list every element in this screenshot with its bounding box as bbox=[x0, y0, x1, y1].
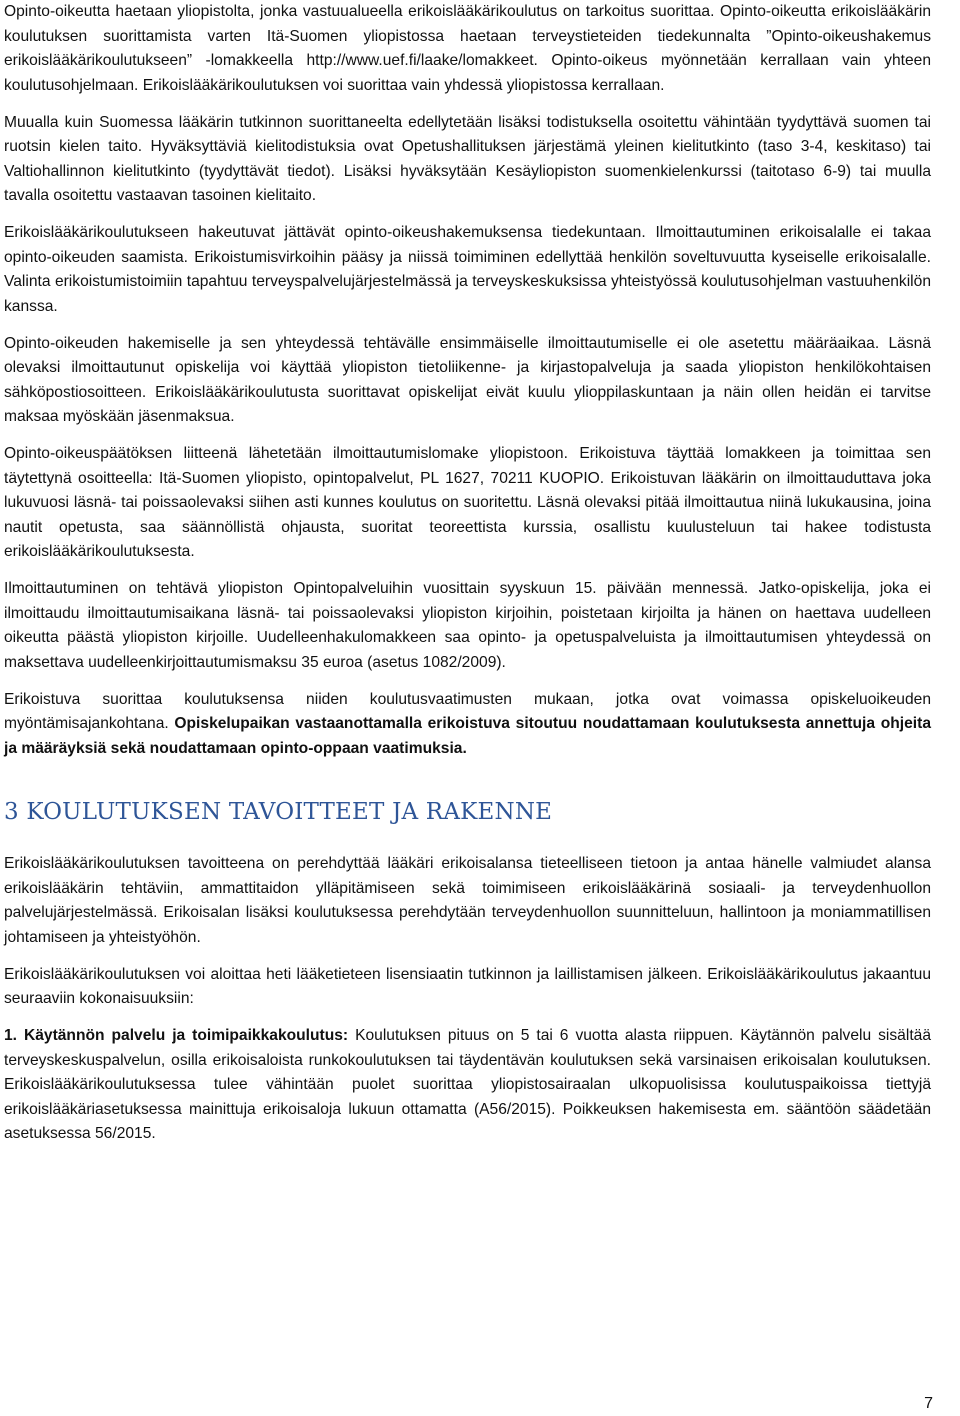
paragraph-structure: Erikoislääkärikoulutuksen voi aloittaa heti lääketieteen lisensiaatin tutkinnon ja laillistamisen jälkeen. Erikoislääkärikoulutus jakaantuu seuraaviin kokonaisuuksiin: bbox=[4, 965, 931, 1007]
obligation-bold-text: Opiskelupaikan vastaanottamalla erikoistuva sitoutuu noudattamaan koulutuksesta annettuja ohjeita ja määräyksiä sekä noudattamaan opinto-oppaan vaatimuksia. bbox=[4, 715, 931, 757]
obligation-text: Erikoistuva suorittaa koulutuksensa niiden koulutusvaatimusten mukaan, jotka ovat voimassa opiskeluoikeuden myöntämisajankohtana. bbox=[4, 690, 931, 732]
paragraph-applicants: Erikoislääkärikoulutukseen hakeutuvat jättävät opinto-oikeushakemuksensa tiedekuntaan. Ilmoittautuminen erikoisalalle ei takaa opinto-oikeuden saamista. Erikoistumisvirkoihin pääsy ja niissä toimiminen edellyttää henkilön soveltuvuutta kyseiselle erikoisalalle. Valinta erikoistumistoimiin tapahtuu terveyspalvelujärjestelmässä ja terveyskeskuksissa yhteistyössä koulutusohjelman vastuuhenkilön kanssa. bbox=[4, 224, 931, 315]
paragraph-registration-deadline: Opinto-oikeuden hakemiselle ja sen yhteydessä tehtävälle ensimmäiselle ilmoittautumiselle ei ole asetettu määräaikaa. Läsnä olevaksi ilmoittautunut opiskelija voi käyttää yliopiston tietoliikenne- ja kirjastopalveluja ja saada yliopiston henkilökohtaisen sähköpostiosoitteen. Erikoislääkärikoulutusta suorittavat opiskelijat eivät kuulu ylioppilaskuntaan ja näin ollen heidän ei tarvitse maksaa myöskään jäsenmaksua. bbox=[4, 334, 931, 425]
paragraph-yearly-registration: Ilmoittautuminen on tehtävä yliopiston Opintopalveluihin vuosittain syyskuun 15. päivään mennessä. Jatko-opiskelija, joka ei ilmoittaudu ilmoittautumisaikana läsnä- tai poissaolevaksi yliopiston kirjoihin, poistetaan kirjoilta ja hänen on haettava uudelleen oikeutta päästä yliopiston kirjoille. Uudelleenhakulomakkeen saa opinto- ja opetuspalveluista ja ilmoittautumisen yhteydessä on maksettava uudelleenkirjoittautumismaksu 35 euroa (asetus 1082/2009). bbox=[4, 580, 931, 671]
list-item-1 bbox=[4, 1024, 931, 1147]
page-number: 7 bbox=[924, 1395, 933, 1412]
paragraph-application: Opinto-oikeutta haetaan yliopistolta, jonka vastuualueella erikoislääkärikoulutus on tarkoitus suorittaa. Opinto-oikeutta erikoislääkärin koulutuksen suorittamista varten Itä-Suomen yliopistossa haetaan terveystieteiden tiedekunnalta ”Opinto-oikeushakemus erikoislääkärikoulutukseen” -lomakkeella http://www.uef.fi/laake/lomakkeet. Opinto-oikeus myönnetään kerrallaan vain yhteen koulutusohjelmaan. Erikoislääkärikoulutuksen voi suorittaa vain yhdessä yliopistossa kerrallaan. bbox=[4, 3, 931, 94]
document-page bbox=[4, 0, 931, 1159]
list-item-1-text: Koulutuksen pituus on 5 tai 6 vuotta alasta riippuen. Käytännön palvelu sisältää terveyskeskuspalvelun, osilla erikoisaloista runkokoulutuksen tai täydentävän koulutuksen sekä varsinaisen erikoisalan koulutuksen. Erikoislääkärikoulutuksessa tulee vähintään puolet suorittaa yliopistosairaalan ulkopuolisissa koulutuspaikoissa tiettyjä erikoislääkäriasetuksessa mainittuja erikoisaloja lukuun ottamatta (A56/2015). Poikkeuksen hakemisesta em. sääntöön säädetään asetuksessa 56/2015. bbox=[4, 1027, 931, 1142]
paragraph-registration-form: Opinto-oikeuspäätöksen liitteenä lähetetään ilmoittautumislomake yliopistoon. Erikoistuva täyttää lomakkeen ja toimittaa sen täytettynä osoitteella: Itä-Suomen yliopisto, opintopalvelut, PL 1627, 70211 KUOPIO. Erikoistuvan lääkärin on ilmoittauduttava joka lukuvuosi läsnä- tai poissaolevaksi siihen asti kunnes koulutus on suoritettu. Läsnä olevaksi pitää ilmoittautua niinä lukukausina, joina nautit opetusta, saa säännöllistä ohjausta, suoritat teoreettista kurssia, osallistu kuulusteluun tai hakee todistusta erikoislääkärikoulutuksesta. bbox=[4, 445, 931, 560]
list-item-1-label: 1. Käytännön palvelu ja toimipaikkakoulutus: bbox=[4, 1027, 349, 1044]
paragraph-goals: Erikoislääkärikoulutuksen tavoitteena on perehdyttää lääkäri erikoisalansa tieteelliseen tietoon ja antaa hänelle valmiudet alansa erikoislääkärin tehtäviin, ammattitaidon ylläpitämiseen sekä toimimiseen erikoislääkärinä sosiaali- ja terveydenhuollon palvelujärjestelmässä. Erikoisalan lisäksi koulutuksessa perehdytään terveydenhuollon suunnitteluun, hallintoon ja moniammatillisen johtamiseen ja yhteistyöhön. bbox=[4, 855, 931, 946]
section-heading: 3 KOULUTUKSEN TAVOITTEET JA RAKENNE bbox=[4, 799, 553, 825]
paragraph-obligation bbox=[4, 688, 931, 762]
paragraph-language-skill: Muualla kuin Suomessa lääkärin tutkinnon suorittaneelta edellytetään lisäksi todistuksella osoitettu vähintään tyydyttävä suomen tai ruotsin kielen taito. Hyväksyttäviä kielitodistuksia ovat Opetushallituksen järjestämä yleinen kielitutkinto (taso 3-4, keskitaso) tai Valtiohallinnon kielitutkinto (tyydyttävät tiedot). Lisäksi hyväksytään Kesäyliopiston suomenkielenkurssi (taitotaso 6-9) tai muulla tavalla osoitettu vastaavan tasoinen kielitaito. bbox=[4, 113, 931, 204]
